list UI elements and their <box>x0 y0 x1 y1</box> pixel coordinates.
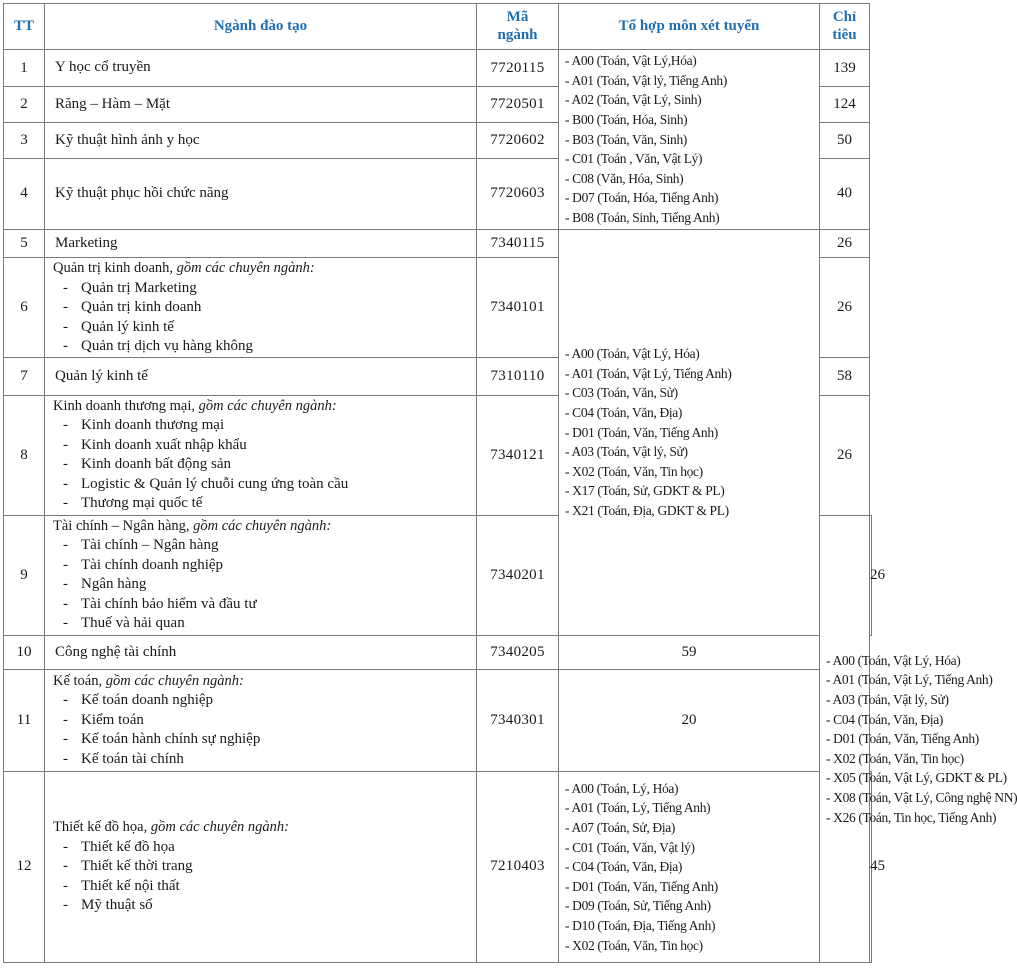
major-cell <box>45 771 477 962</box>
quota-value: 26 <box>820 229 870 257</box>
subject-combination-item: - A01 (Toán, Vật Lý, Tiếng Anh) <box>826 670 869 690</box>
specialization-item: - Quản trị Marketing <box>53 279 476 299</box>
quota-value: 26 <box>870 515 872 635</box>
row-number: 8 <box>4 396 45 516</box>
quota-value: 40 <box>820 158 870 229</box>
row-number: 11 <box>4 670 45 772</box>
subject-combination-item: - X08 (Toán, Vật Lý, Công nghệ NN) <box>826 788 869 808</box>
subject-combination-item: - X26 (Toán, Tin học, Tiếng Anh) <box>826 808 869 828</box>
specialization-item: - Tài chính doanh nghiệp <box>53 556 476 576</box>
major-code: 7720603 <box>477 158 559 229</box>
subject-combination-item: - C08 (Văn, Hóa, Sinh) <box>565 169 819 189</box>
major-code: 7340201 <box>477 515 559 635</box>
subject-combinations-cell <box>559 229 820 635</box>
subject-combination-list <box>565 51 819 227</box>
header-quota-line1: Chỉ <box>832 9 857 26</box>
row-number: 9 <box>4 515 45 635</box>
row-number: 12 <box>4 771 45 962</box>
quota-value: 20 <box>559 670 820 772</box>
subject-combinations-cell <box>559 49 820 229</box>
subject-combination-item: - B00 (Toán, Hóa, Sinh) <box>565 110 819 130</box>
subject-combination-item: - A03 (Toán, Vật lý, Sử) <box>565 442 819 462</box>
major-cell <box>45 49 477 87</box>
specialization-item: - Kế toán tài chính <box>53 750 476 770</box>
specialization-item: - Kinh doanh bất động sản <box>53 455 476 475</box>
subject-combination-item: - A00 (Toán, Vật Lý, Hóa) <box>826 651 869 671</box>
subject-combination-list <box>826 651 1017 827</box>
quota-value: 124 <box>820 87 870 123</box>
quota-value: 58 <box>820 358 870 396</box>
table-row <box>4 771 872 962</box>
table-row <box>4 670 872 772</box>
header-tt: TT <box>4 4 45 50</box>
specialization-item: - Quản trị dịch vụ hàng không <box>53 337 476 357</box>
major-suffix: , gồm các chuyên ngành: <box>169 260 315 277</box>
major-name: Tài chính – Ngân hàng <box>53 517 186 534</box>
subject-combination-item: - A00 (Toán, Lý, Hóa) <box>565 779 819 799</box>
subject-combination-item: - A03 (Toán, Vật lý, Sử) <box>826 690 869 710</box>
specialization-item: - Tài chính bảo hiểm và đầu tư <box>53 595 476 615</box>
subject-combination-item: - C03 (Toán, Văn, Sử) <box>565 383 819 403</box>
subject-combination-item: - A07 (Toán, Sử, Địa) <box>565 818 819 838</box>
major-code: 7340205 <box>477 635 559 670</box>
specialization-item: - Kinh doanh xuất nhập khẩu <box>53 436 476 456</box>
specialization-item: - Quản lý kinh tế <box>53 318 476 338</box>
row-number: 4 <box>4 158 45 229</box>
specialization-item: - Thuế và hải quan <box>53 614 476 634</box>
subject-combination-item: - D01 (Toán, Văn, Tiếng Anh) <box>565 423 819 443</box>
subject-combination-item: - A00 (Toán, Vật Lý,Hóa) <box>565 51 819 71</box>
specialization-list <box>53 691 476 769</box>
major-cell <box>45 229 477 257</box>
specialization-list <box>53 279 476 357</box>
row-number: 10 <box>4 635 45 670</box>
major-cell <box>45 358 477 396</box>
subject-combination-item: - A02 (Toán, Vật Lý, Sinh) <box>565 90 819 110</box>
header-row <box>4 4 872 50</box>
major-heading <box>53 672 476 692</box>
specialization-item: - Thiết kế đồ họa <box>53 838 476 858</box>
row-number: 5 <box>4 229 45 257</box>
header-code <box>477 4 559 50</box>
major-name: Quản trị kinh doanh <box>53 260 170 277</box>
subject-combination-item: - D10 (Toán, Địa, Tiếng Anh) <box>565 916 819 936</box>
major-cell <box>45 158 477 229</box>
subject-combination-item: - D07 (Toán, Hóa, Tiếng Anh) <box>565 188 819 208</box>
subject-combination-item: - X02 (Toán, Văn, Tin học) <box>826 749 869 769</box>
row-number: 2 <box>4 87 45 123</box>
subject-combination-list <box>565 779 819 955</box>
specialization-item: - Kiểm toán <box>53 711 476 731</box>
subject-combination-item: - A01 (Toán, Lý, Tiếng Anh) <box>565 798 819 818</box>
header-quota <box>820 4 870 50</box>
specialization-list <box>53 838 476 916</box>
major-name: Quản lý kinh tế <box>55 367 148 384</box>
table-row <box>4 229 872 257</box>
subject-combination-item: - A01 (Toán, Vật lý, Tiếng Anh) <box>565 71 819 91</box>
header-quota-line2: tiêu <box>832 27 857 44</box>
specialization-list <box>53 416 476 514</box>
major-name: Thiết kế đồ họa <box>53 819 144 836</box>
subject-combination-list <box>565 344 819 520</box>
subject-combination-item: - D09 (Toán, Sử, Tiếng Anh) <box>565 896 819 916</box>
major-cell <box>45 87 477 123</box>
major-name: Kinh doanh thương mại <box>53 397 192 414</box>
quota-value: 45 <box>870 771 872 962</box>
subject-combination-item: - B03 (Toán, Văn, Sinh) <box>565 130 819 150</box>
subject-combination-item: - X02 (Toán, Văn, Tin học) <box>565 936 819 956</box>
major-cell <box>45 670 477 772</box>
quota-value: 26 <box>820 258 870 358</box>
major-cell <box>45 396 477 516</box>
major-suffix: , gồm các chuyên ngành: <box>98 672 244 689</box>
specialization-list <box>53 536 476 634</box>
major-code: 7720115 <box>477 49 559 87</box>
major-code: 7340301 <box>477 670 559 772</box>
specialization-item: - Thiết kế thời trang <box>53 857 476 877</box>
header-combos: Tổ hợp môn xét tuyển <box>559 4 820 50</box>
row-number: 3 <box>4 123 45 159</box>
major-name: Marketing <box>55 234 118 251</box>
subject-combination-item: - D01 (Toán, Văn, Tiếng Anh) <box>826 729 869 749</box>
specialization-item: - Thiết kế nội thất <box>53 877 476 897</box>
subject-combination-item: - C04 (Toán, Văn, Địa) <box>826 710 869 730</box>
subject-combination-item: - X05 (Toán, Vật Lý, GDKT & PL) <box>826 768 869 788</box>
specialization-item: - Tài chính – Ngân hàng <box>53 536 476 556</box>
subject-combination-item: - D01 (Toán, Văn, Tiếng Anh) <box>565 877 819 897</box>
specialization-item: - Thương mại quốc tế <box>53 494 476 514</box>
major-name: Kế toán <box>53 672 99 689</box>
specialization-item: - Mỹ thuật số <box>53 896 476 916</box>
subject-combination-item: - X17 (Toán, Sử, GDKT & PL) <box>565 481 819 501</box>
quota-value: 139 <box>820 49 870 87</box>
specialization-item: - Kinh doanh thương mại <box>53 416 476 436</box>
subject-combinations-cell <box>559 771 820 962</box>
header-major: Ngành đào tạo <box>45 4 477 50</box>
major-name: Kỹ thuật hình ảnh y học <box>55 131 200 148</box>
major-code: 7720501 <box>477 87 559 123</box>
major-name: Y học cổ truyền <box>55 59 151 76</box>
major-cell <box>45 258 477 358</box>
major-suffix: , gồm các chuyên ngành: <box>191 397 337 414</box>
row-number: 6 <box>4 258 45 358</box>
major-suffix: , gồm các chuyên ngành: <box>143 819 289 836</box>
quota-value: 26 <box>820 396 870 516</box>
major-cell <box>45 123 477 159</box>
major-code: 7720602 <box>477 123 559 159</box>
subject-combination-item: - A00 (Toán, Vật Lý, Hóa) <box>565 344 819 364</box>
major-code: 7340115 <box>477 229 559 257</box>
major-cell <box>45 635 477 670</box>
subject-combination-item: - C01 (Toán , Văn, Vật Lý) <box>565 149 819 169</box>
specialization-item: - Ngân hàng <box>53 575 476 595</box>
subject-combination-item: - B08 (Toán, Sinh, Tiếng Anh) <box>565 208 819 228</box>
subject-combination-item: - C01 (Toán, Văn, Vật lý) <box>565 838 819 858</box>
specialization-item: - Logistic & Quản lý chuỗi cung ứng toàn cầu <box>53 475 476 495</box>
quota-value: 50 <box>820 123 870 159</box>
header-code-line2: ngành <box>497 27 538 44</box>
major-heading <box>53 517 476 537</box>
major-suffix: , gồm các chuyên ngành: <box>185 517 332 534</box>
subject-combination-item: - C04 (Toán, Văn, Địa) <box>565 403 819 423</box>
specialization-item: - Quản trị kinh doanh <box>53 298 476 318</box>
subject-combination-item: - C04 (Toán, Văn, Địa) <box>565 857 819 877</box>
major-heading <box>53 818 476 838</box>
major-code: 7340121 <box>477 396 559 516</box>
major-name: Công nghệ tài chính <box>55 643 177 660</box>
row-number: 1 <box>4 49 45 87</box>
table-row <box>4 49 872 87</box>
major-code: 7340101 <box>477 258 559 358</box>
specialization-item: - Kế toán doanh nghiệp <box>53 691 476 711</box>
major-heading <box>53 259 476 279</box>
header-code-line1: Mã <box>506 9 529 26</box>
major-cell <box>45 515 477 635</box>
row-number: 7 <box>4 358 45 396</box>
table-body <box>4 4 1017 963</box>
subject-combination-item: - X02 (Toán, Văn, Tin học) <box>565 462 819 482</box>
major-name: Kỹ thuật phục hồi chức năng <box>55 185 229 202</box>
subject-combination-item: - A01 (Toán, Vật Lý, Tiếng Anh) <box>565 364 819 384</box>
table-row <box>4 635 872 670</box>
specialization-item: - Kế toán hành chính sự nghiệp <box>53 730 476 750</box>
major-name: Răng – Hàm – Mặt <box>55 95 170 112</box>
subject-combination-item: - X21 (Toán, Địa, GDKT & PL) <box>565 501 819 521</box>
major-code: 7310110 <box>477 358 559 396</box>
major-code: 7210403 <box>477 771 559 962</box>
quota-value: 59 <box>559 635 820 670</box>
major-heading <box>53 397 476 417</box>
admissions-table <box>3 3 1017 963</box>
